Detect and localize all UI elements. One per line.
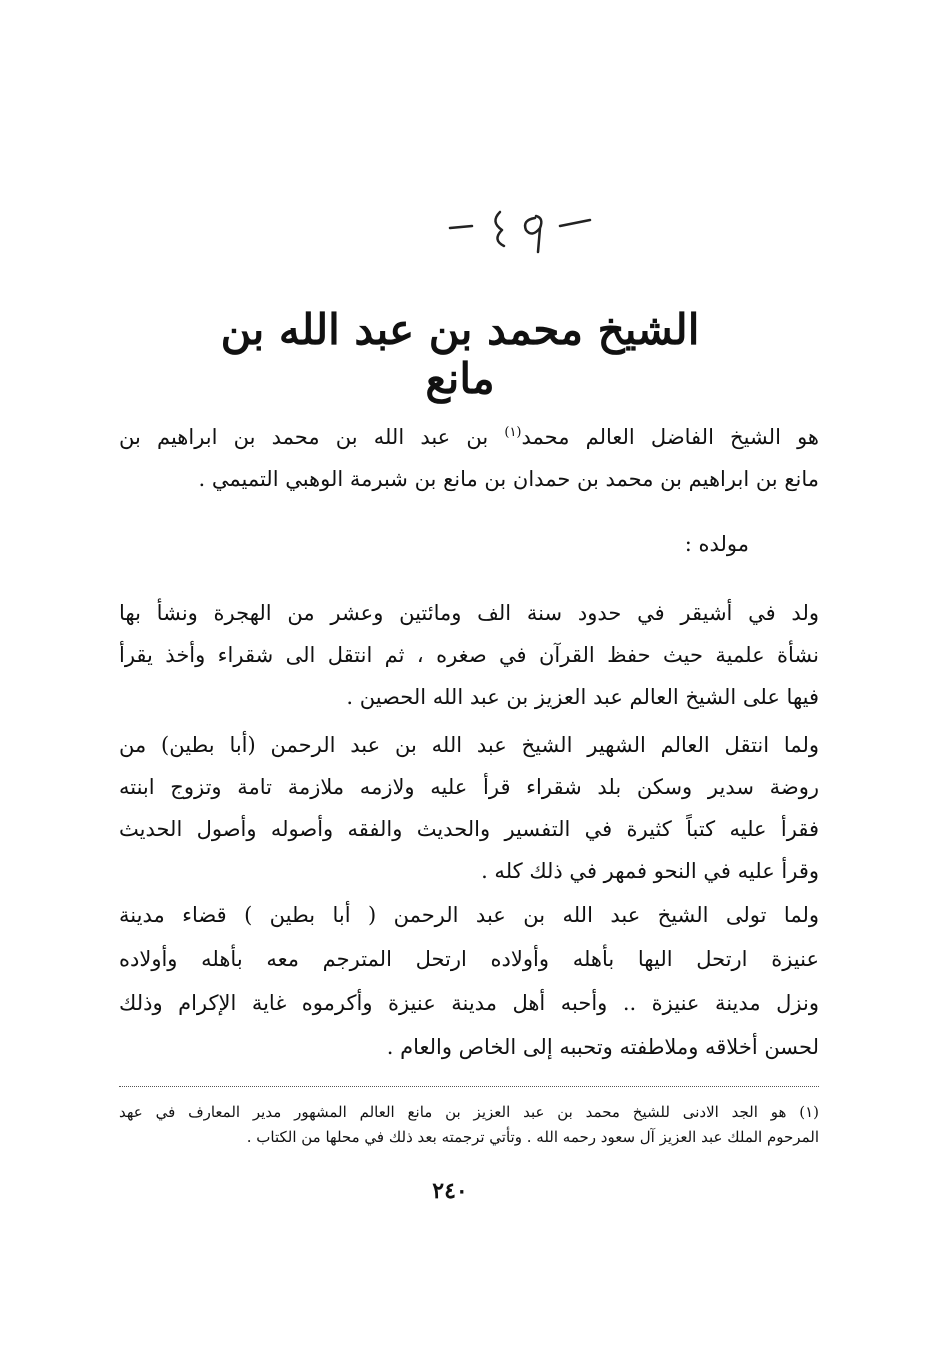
printed-page-number: ٢٤٠ <box>432 1178 468 1204</box>
paragraph-3 <box>119 893 819 1069</box>
paragraph-2-line: فقرأ عليه كتباً كثيرة في التفسير والحديث والفقه وأصوله وأصول الحديث <box>119 817 819 841</box>
footnote-line: المرحوم الملك عبد العزيز آل سعود رحمه الله . وتأتي ترجمته بعد ذلك في محلها من الكتاب . <box>246 1128 819 1146</box>
paragraph-2-line: روضة سدير وسكن بلد شقراء قرأ عليه ولازمه ملازمة تامة وتزوج ابنته <box>119 775 819 799</box>
paragraph-1-line: نشأة علمية حيث حفظ القرآن في صغره ، ثم انتقل الى شقراء وأخذ يقرأ <box>119 643 819 667</box>
intro-line-1-part-a: هو الشيخ الفاضل العالم محمد <box>521 425 819 449</box>
page-title: الشيخ محمد بن عبد الله بن مانع <box>220 305 700 403</box>
paragraph-3-line: عنيزة ارتحل اليها بأهله وأولاده ارتحل المترجم معه بأهله وأولاده <box>119 947 819 971</box>
paragraph-3-line: ولما تولى الشيخ عبد الله بن عبد الرحمن ( أبا بطين ) قضاء مدينة <box>119 903 819 927</box>
paragraph-3-line: ونزل مدينة عنيزة .. وأحبه أهل مدينة عنيزة وأكرموه غاية الإكرام وذلك <box>119 991 819 1015</box>
paragraph-1-line: ولد في أشيقر في حدود سنة الف ومائتين وعشر من الهجرة ونشأ بها <box>119 601 819 625</box>
paragraph-2 <box>119 724 819 892</box>
birth-heading: مولده : <box>684 532 749 556</box>
footnote <box>119 1100 819 1150</box>
paragraph-3-line: لحسن أخلاقه وملاطفته وتحببه إلى الخاص والعام . <box>386 1035 819 1059</box>
paragraph-2-line: ولما انتقل العالم الشهير الشيخ عبد الله بن عبد الرحمن (أبا بطين) من <box>119 733 819 757</box>
paragraph-1-line: فيها على الشيخ العالم عبد العزيز بن عبد الله الحصين . <box>346 685 819 709</box>
intro-paragraph <box>119 412 819 500</box>
footnote-line: (١) هو الجد الادنى للشيخ محمد بن عبد العزيز بن مانع العالم المشهور مدير المعارف في عهد <box>119 1103 819 1121</box>
paragraph-2-line: وقرأ عليه في النحو فمهر في ذلك كله . <box>481 859 819 883</box>
footnote-marker: (١) <box>504 425 522 440</box>
paragraph-1 <box>119 592 819 718</box>
intro-line-1 <box>119 412 819 458</box>
handwritten-page-number <box>440 200 600 260</box>
intro-line-1-part-b: بن عبد الله بن محمد بن ابراهيم بن <box>119 425 489 449</box>
intro-line-2: مانع بن ابراهيم بن محمد بن حمدان بن مانع بن شبرمة الوهبي التميمي . <box>198 467 819 491</box>
footnote-divider <box>119 1086 819 1087</box>
